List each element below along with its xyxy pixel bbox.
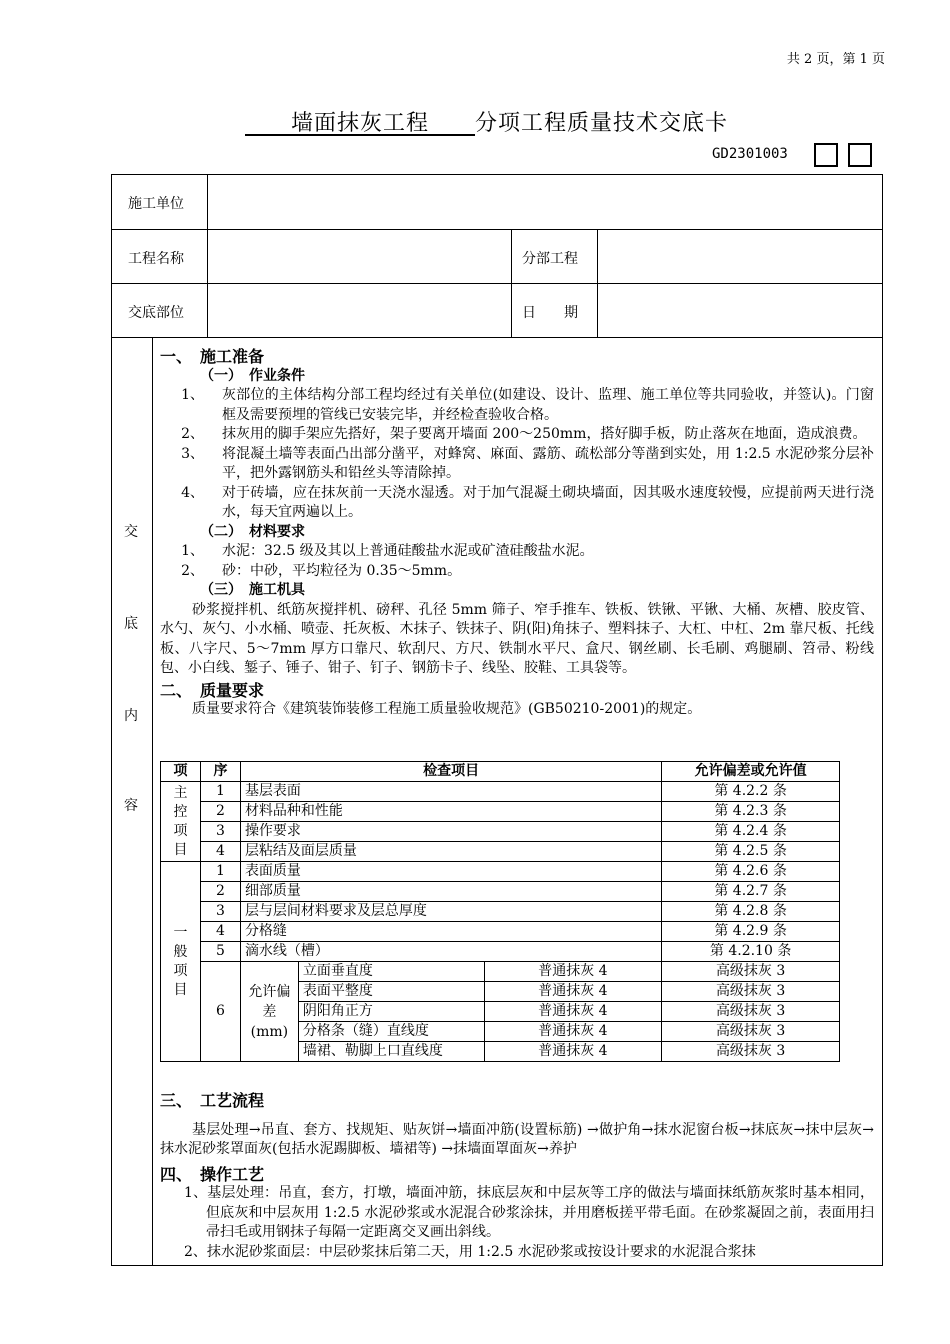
table-row: 5 滴水线（槽） 第 4.2.10 条 [161,942,840,962]
table-row: 4 分格缝 第 4.2.9 条 [161,922,840,942]
section-prep [160,347,874,720]
page-info: 共 2 页，第 1 页 [786,52,885,67]
table-row: 3 操作要求 第 4.2.4 条 [161,822,840,842]
tools-list: 砂浆搅拌机、纸筋灰搅拌机、磅秤、孔径 5mm 筛子、窄手推车、铁板、铁锹、平锹、大桶、灰槽、胶皮管、水勺、灰勺、小水桶、喷壶、托灰板、木抹子、铁抹子、阴(阳)角抹子、塑料抹子、大杠、中杠、2m 靠尺板、托线板、八字尺、5～7mm 厚方口靠尺、软刮尺、方尺、铁制水平尺、盒尺、钢丝刷、长毛刷、鸡腿刷、笤帚、粉线包、小白线、錾子、锤子、钳子、钉子、钢筋卡子、线坠、胶鞋、工具袋等。 [160,601,874,676]
subsection-heading: （二） 材料要求 [200,523,305,540]
table-row: 主控项目 1 基层表面 第 4.2.2 条 [161,782,840,802]
table-row: 分格条（缝）直线度 普通抹灰 4 高级抹灰 3 [161,1022,840,1042]
list-item: 2、 抹灰用的脚手架应先搭好，架子要离开墙面 200～250mm，搭好脚手板，防止落灰在地面，造成浪费。 [181,426,867,442]
section-heading: 一、 施工准备 [160,347,265,366]
project-label: 工程名称 [128,251,184,267]
general-items-label: 一般项目 [161,862,201,1062]
list-item: 4、 对于砖墙，应在抹灰前一天浇水湿透。对于加气混凝土砌块墙面，因其吸水速度较慢，应提前两天进行浇水，每天宜两遍以上。 [181,484,874,520]
process-flow: 基层处理→吊直、套方、找规矩、贴灰饼→墙面冲筋(设置标筋) →做护角→抹水泥窗台板→抹底灰→抹中层灰→抹水泥砂浆罩面灰(包括水泥踢脚板、墙裙等) →抹墙面罩面灰→养护 [160,1121,874,1157]
table-header-row: 项 序 检查项目 允许偏差或允许值 [161,762,840,782]
table-row: 表面平整度 普通抹灰 4 高级抹灰 3 [161,982,840,1002]
section-process [160,1091,874,1262]
unit-label: 施工单位 [128,196,184,212]
sub-project-label: 分部工程 [522,251,578,267]
part-label: 交底部位 [128,305,184,321]
table-row: 2 细部质量 第 4.2.7 条 [161,882,840,902]
tolerance-label: 允许偏差(mm) [240,962,298,1062]
quality-table [160,761,840,1062]
subsection-heading: （三） 施工机具 [200,582,305,598]
list-item: 1、 水泥：32.5 级及其以上普通硅酸盐水泥或矿渣硅酸盐水泥。 [181,543,594,559]
checkbox-2[interactable] [848,143,872,167]
table-row: 一般项目 1 表面质量 第 4.2.6 条 [161,862,840,882]
table-row: 3 层与层间材料要求及层总厚度 第 4.2.8 条 [161,902,840,922]
side-label-char: 内 [124,708,138,724]
checkbox-1[interactable] [814,143,838,167]
list-item: 1、基层处理：吊直，套方，打墩，墙面冲筋，抹底层灰和中层灰等工序的做法与墙面抹纸筋灰浆时基本相同，但底灰和中层灰用 1:2.5 水泥砂浆或水泥混合砂浆涂抹，并用磨板搓平带毛面。在砂浆凝固之前，表面用扫帚扫毛或用钢抹子每隔一定距离交叉画出斜线。 [184,1185,874,1240]
section-heading: 三、 工艺流程 [160,1091,265,1110]
page-title [245,106,728,137]
main-items-label: 主控项目 [161,782,201,862]
form-table [111,174,883,1266]
doc-code: GD2301003 [712,146,788,162]
list-item: 1、 灰部位的主体结构分部工程均经过有关单位(如建设、设计、监理、施工单位等共同验收，并签认)。门窗框及需要预埋的管线已安装完毕，并经检查验收合格。 [181,387,874,423]
table-row: 阴阳角正方 普通抹灰 4 高级抹灰 3 [161,1002,840,1022]
list-item: 2、抹水泥砂浆面层：中层砂浆抹后第二天，用 1:2.5 水泥砂浆或按设计要求的水泥混合浆抹 [184,1243,756,1260]
table-row: 2 材料品种和性能 第 4.2.3 条 [161,802,840,822]
title-card: 分项工程质量技术交底卡 [475,111,729,136]
side-label-char: 底 [124,616,138,632]
table-row: 4 层粘结及面层质量 第 4.2.5 条 [161,842,840,862]
table-row: 6 允许偏差(mm) 立面垂直度 普通抹灰 4 高级抹灰 3 [161,962,840,982]
side-label-char: 容 [124,798,138,814]
date-label: 日 期 [522,305,578,321]
section-heading: 四、 操作工艺 [160,1164,265,1184]
quality-intro: 质量要求符合《建筑装饰装修工程施工质量验收规范》(GB50210-2001)的规定。 [192,701,702,717]
subsection-heading: （一） 作业条件 [200,367,305,384]
list-item: 3、 将混凝土墙等表面凸出部分凿平，对蜂窝、麻面、露筋、疏松部分等凿到实处，用 1:2.5 水泥砂浆分层补平，把外露钢筋头和铅丝头等清除掉。 [181,445,874,481]
section-heading: 二、 质量要求 [160,680,265,700]
list-item: 2、 砂：中砂，平均粒径为 0.35～5mm。 [181,562,462,579]
table-row: 墙裙、勒脚上口直线度 普通抹灰 4 高级抹灰 3 [161,1042,840,1062]
title-project: 墙面抹灰工程 [245,111,476,136]
side-label-char: 交 [124,524,138,540]
